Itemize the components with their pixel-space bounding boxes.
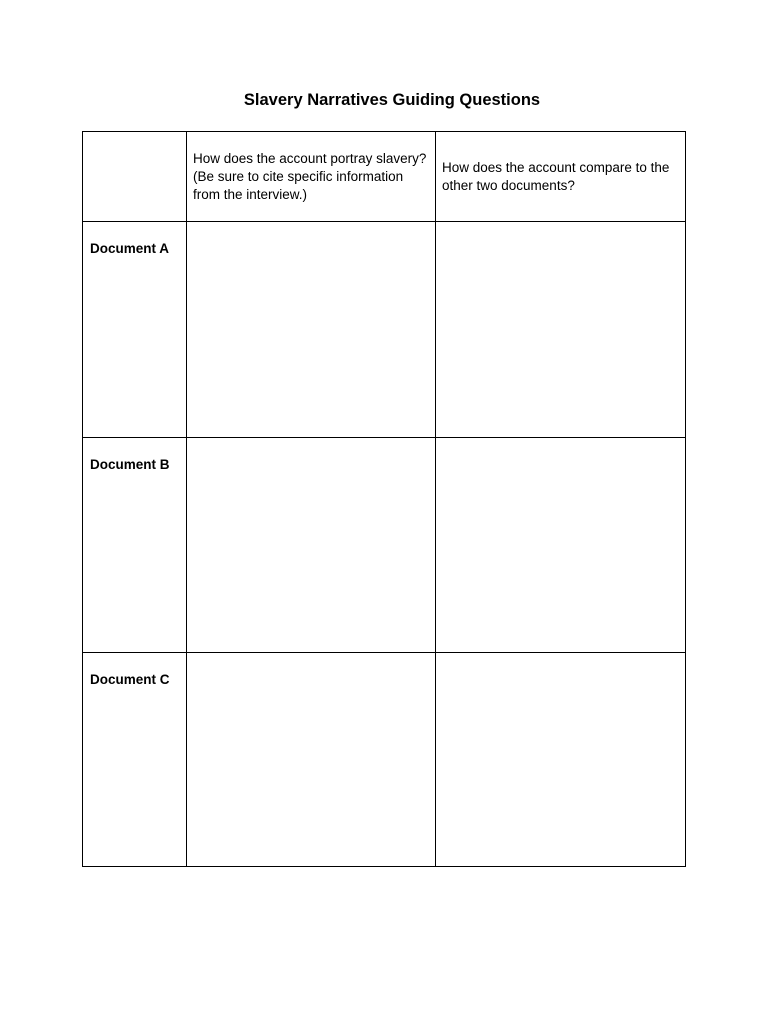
row-label-cell [83,438,187,653]
document-c-answer-2-cell[interactable] [436,653,686,867]
question-1-text: How does the account portray slavery? (Be sure to cite specific information from the interview.) [193,150,427,202]
document-b-answer-2-cell[interactable] [436,438,686,653]
row-label-cell [83,222,187,438]
table-row-document-c [83,653,686,867]
table-row-document-a [83,222,686,438]
question-2-text: How does the account compare to the other two documents? [442,159,670,193]
document-b-answer-1-cell[interactable] [187,438,436,653]
table-row-document-b [83,438,686,653]
table-header-row [83,132,686,222]
header-question-2-cell [436,132,686,222]
header-question-1-cell [187,132,436,222]
document-c-answer-1-cell[interactable] [187,653,436,867]
document-b-label: Document B [90,457,170,472]
document-a-answer-2-cell[interactable] [436,222,686,438]
page-title: Slavery Narratives Guiding Questions [243,91,541,109]
guiding-questions-table [82,131,686,867]
header-blank-cell [83,132,187,222]
document-a-answer-1-cell[interactable] [187,222,436,438]
row-label-cell [83,653,187,867]
document-a-label: Document A [90,241,170,256]
document-c-label: Document C [90,672,170,687]
